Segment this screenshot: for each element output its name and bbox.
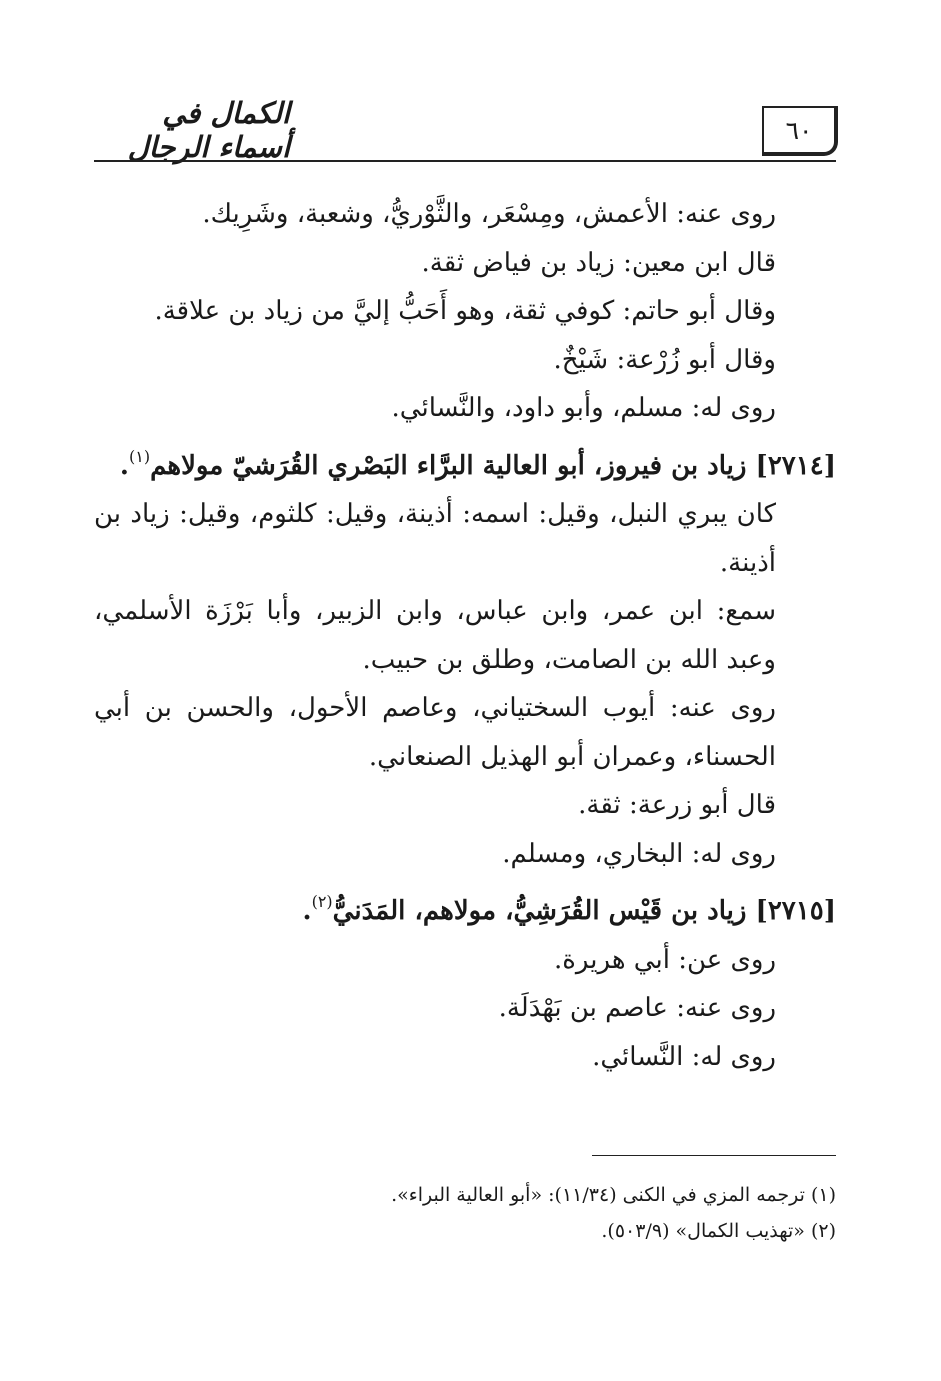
text-line: وقال أبو زُرْعة: شَيْخٌ. xyxy=(553,344,776,375)
entry-end: . xyxy=(302,896,312,926)
entry-title: [٢٧١٤] زياد بن فيروز، أبو العالية البرَّاء البَصْري القُرَشيّ مولاهم xyxy=(150,450,836,481)
footnote-rule xyxy=(592,1155,836,1156)
text-line: قال ابن معين: زياد بن فياض ثقة. xyxy=(421,247,776,278)
entry-heading xyxy=(94,433,836,491)
footnote-ref: (١) xyxy=(128,446,151,466)
entry-end: . xyxy=(119,450,129,481)
footnote: (٢) «تهذيب الكمال» (٥٠٣/٩). xyxy=(601,1220,836,1242)
text-line: روى عنه: الأعمش، ومِسْعَر، والثَّوْريُّ، وشعبة، وشَرِيك. xyxy=(202,199,776,229)
footnote: (١) ترجمه المزي في الكنى (١١/٣٤): «أبو العالية البراء». xyxy=(391,1184,836,1206)
footnotes xyxy=(94,1177,836,1249)
page-number: ٦٠ xyxy=(785,115,813,145)
running-title: الكمال في أسماء الرجال xyxy=(127,96,290,164)
text-paragraph: كان يبري النبل، وقيل: اسمه: أذينة، وقيل: كلثوم، وقيل: زياد بن أذينة. xyxy=(94,499,776,578)
text-line: روى عن: أبي هريرة. xyxy=(554,944,776,975)
text-paragraph: روى عنه: أيوب السختياني، وعاصم الأحول، والحسن بن أبي الحسناء، وعمران أبو الهذيل الصنعاني. xyxy=(94,693,776,772)
text-line: وقال أبو حاتم: كوفي ثقة، وهو أَحَبُّ إليَّ من زياد بن علاقة. xyxy=(154,296,776,326)
entry-heading xyxy=(94,878,836,936)
page-number-box xyxy=(762,106,838,156)
text-line: روى عنه: عاصم بن بَهْدَلَة. xyxy=(498,993,776,1023)
text-line: روى له: مسلم، وأبو داود، والنَّسائي. xyxy=(391,393,776,423)
text-paragraph: سمع: ابن عمر، وابن عباس، وابن الزبير، وأبا بَرْزَة الأسلمي، وعبد الله بن الصامت، وطلق بن حبيب. xyxy=(94,596,776,675)
text-line: روى له: البخاري، ومسلم. xyxy=(502,838,776,869)
entry-title: [٢٧١٥] زياد بن قَيْس القُرَشِيُّ، مولاهم، المَدَنيُّ xyxy=(332,896,836,926)
header-rule xyxy=(94,160,836,162)
main-text xyxy=(94,190,836,1081)
text-line: روى له: النَّسائي. xyxy=(592,1041,776,1072)
footnote-ref: (٢) xyxy=(311,892,333,911)
text-line: قال أبو زرعة: ثقة. xyxy=(578,790,776,820)
